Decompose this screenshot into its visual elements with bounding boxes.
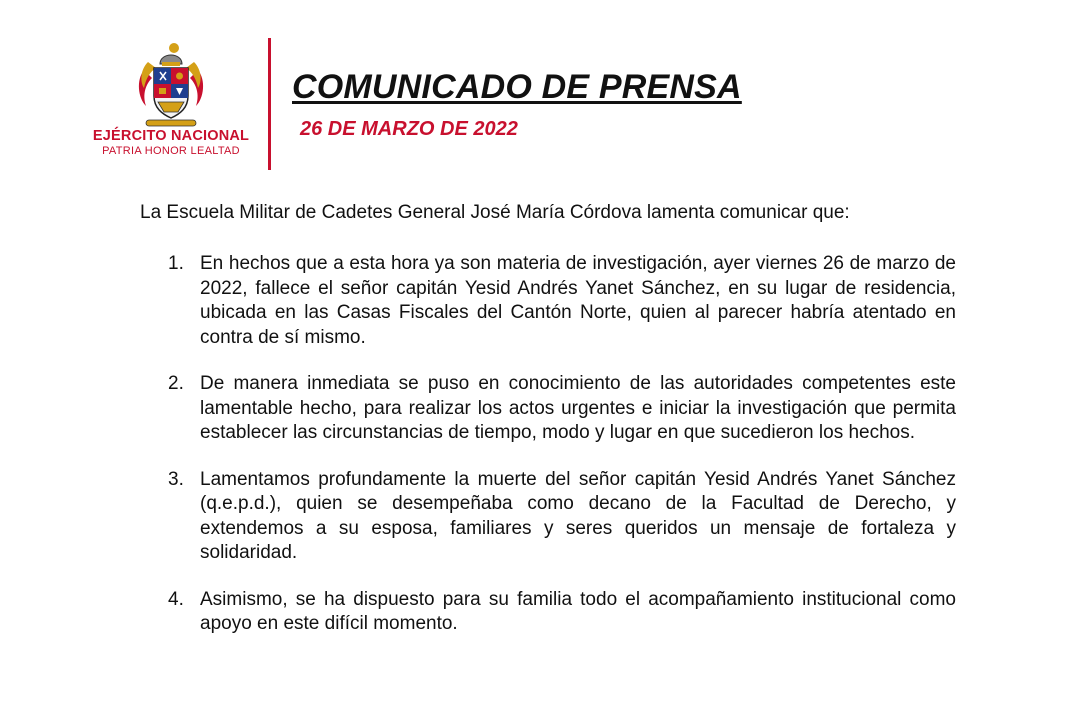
list-item <box>160 252 960 350</box>
list-item <box>160 372 960 446</box>
header-divider <box>268 38 271 170</box>
list-item-number: 4. <box>168 588 184 610</box>
list-item-text: Asimismo, se ha dispuesto para su familia todo el acompañamiento institucional como apoyo en este difícil momento. <box>200 588 956 634</box>
list-item <box>160 468 960 566</box>
document-date: 26 DE MARZO DE 2022 <box>300 118 518 140</box>
document-title: COMUNICADO DE PRENSA <box>292 68 742 106</box>
numbered-list <box>160 252 960 659</box>
list-item-text: Lamentamos profundamente la muerte del señor capitán Yesid Andrés Yanet Sánchez (q.e.p.d.), quien se desempeñaba como decano de la Facultad de Derecho, y extendemos a su esposa, familiares y seres queridos un mensaje de fortaleza y solidaridad. <box>200 468 956 563</box>
org-motto: PATRIA HONOR LEALTAD <box>102 145 240 157</box>
list-item-text: De manera inmediata se puso en conocimiento de las autoridades competentes este lamentable hecho, para realizar los actos urgentes e iniciar la investigación que permita establecer las circunstancias de tiempo, modo y lugar en que sucedieron los hechos. <box>200 373 956 443</box>
list-item-number: 2. <box>168 373 184 394</box>
army-crest-icon <box>136 40 206 128</box>
org-name: EJÉRCITO NACIONAL <box>92 128 250 144</box>
list-item-number: 3. <box>168 468 184 490</box>
list-item-number: 1. <box>168 253 184 274</box>
army-logo <box>80 40 262 160</box>
list-item <box>160 588 960 637</box>
intro-paragraph: La Escuela Militar de Cadetes General José María Córdova lamenta comunicar que: <box>140 202 850 223</box>
list-item-text: En hechos que a esta hora ya son materia de investigación, ayer viernes 26 de marzo de 2022, fallece el señor capitán Yesid Andrés Yanet Sánchez, en su lugar de residencia, ubicada en las Casas Fiscales del Cantón Norte, quien al parecer habría atentado en contra de sí mismo. <box>200 253 956 348</box>
